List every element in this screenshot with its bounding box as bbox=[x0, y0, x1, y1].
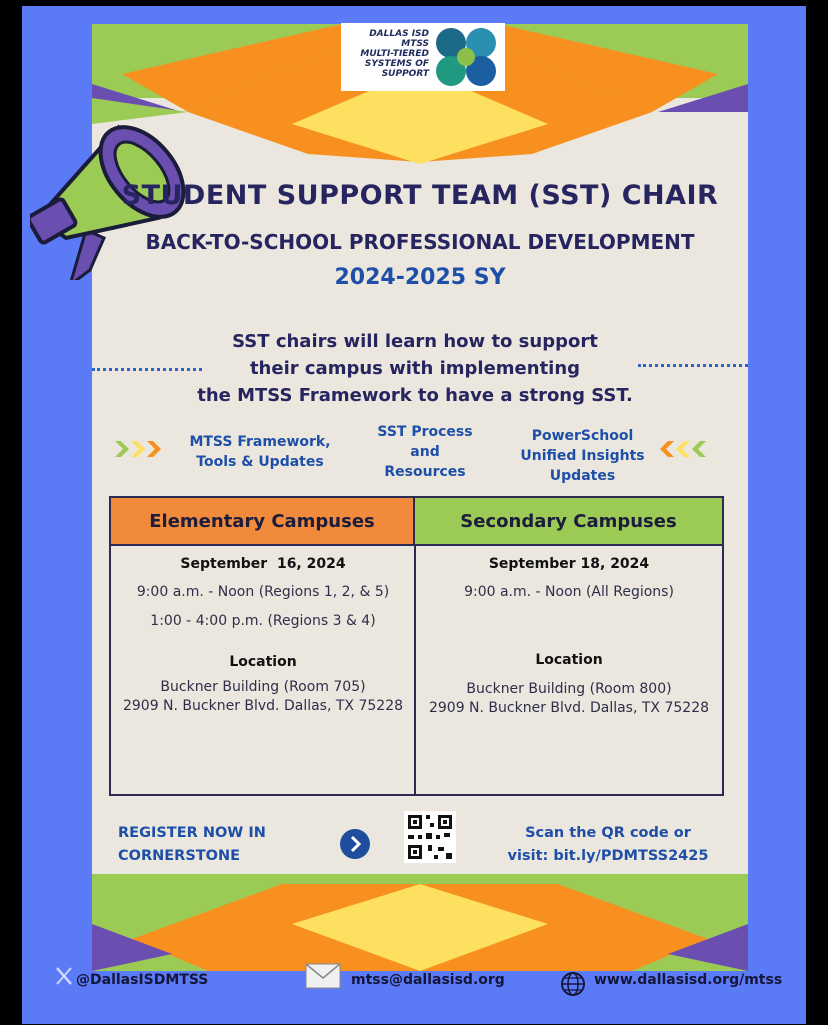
register-text: REGISTER NOW IN CORNERSTONE bbox=[118, 825, 266, 864]
elementary-time-1: 9:00 a.m. - Noon (Regions 1, 2, & 5) bbox=[136, 584, 390, 600]
secondary-time-1: 9:00 a.m. - Noon (All Regions) bbox=[464, 584, 674, 600]
title-line-1: STUDENT SUPPORT TEAM (SST) CHAIR bbox=[121, 180, 719, 211]
globe-icon bbox=[560, 971, 586, 997]
dotted-divider-right bbox=[638, 364, 748, 367]
elementary-header: Elementary Campuses bbox=[111, 498, 415, 546]
chevron-right-icon bbox=[340, 829, 370, 859]
secondary-date: September 18, 2024 bbox=[488, 556, 650, 572]
twitter-handle[interactable]: @DallasISDMTSS bbox=[76, 972, 209, 988]
topic-powerschool: PowerSchool Unified Insights Updates bbox=[520, 428, 645, 484]
chevrons-left-icon bbox=[660, 437, 710, 461]
scan-text: Scan the QR code or visit: bit.ly/PDMTSS2425 bbox=[507, 825, 709, 864]
email-address[interactable]: mtss@dallasisd.org bbox=[351, 972, 505, 988]
secondary-header: Secondary Campuses bbox=[415, 498, 722, 546]
qr-code[interactable] bbox=[404, 811, 456, 863]
dallas-isd-mtss-logo bbox=[341, 23, 505, 91]
intro-text: SST chairs will learn how to support their campus with implementing the MTSS Framework to have a strong SST. bbox=[197, 331, 633, 406]
topic-mtss-framework: MTSS Framework, Tools & Updates bbox=[189, 434, 331, 470]
website-url[interactable]: www.dallasisd.org/mtss bbox=[594, 972, 783, 988]
elementary-location: Buckner Building (Room 705) 2909 N. Buckner Blvd. Dallas, TX 75228 bbox=[122, 679, 404, 714]
register-arrow-button[interactable] bbox=[340, 829, 370, 859]
title-line-3: 2024-2025 SY bbox=[334, 265, 506, 290]
secondary-location-label: Location bbox=[535, 652, 603, 668]
elementary-time-2: 1:00 - 4:00 p.m. (Regions 3 & 4) bbox=[150, 613, 376, 629]
logo-text: DALLAS ISD MTSS MULTI-TIERED SYSTEMS OF SUPPORT bbox=[360, 29, 429, 79]
elementary-location-label: Location bbox=[229, 654, 297, 670]
chevrons-right-icon bbox=[115, 437, 165, 461]
mail-icon bbox=[305, 963, 341, 989]
x-twitter-icon bbox=[54, 966, 74, 986]
title-line-2: BACK-TO-SCHOOL PROFESSIONAL DEVELOPMENT bbox=[145, 230, 695, 254]
mtss-circles-icon bbox=[433, 25, 501, 89]
qr-code-icon bbox=[404, 811, 456, 863]
elementary-date: September 16, 2024 bbox=[180, 556, 346, 572]
topic-sst-process: SST Process and Resources bbox=[377, 424, 473, 480]
schedule-table bbox=[109, 496, 724, 796]
secondary-location: Buckner Building (Room 800) 2909 N. Buckner Blvd. Dallas, TX 75228 bbox=[428, 681, 710, 716]
